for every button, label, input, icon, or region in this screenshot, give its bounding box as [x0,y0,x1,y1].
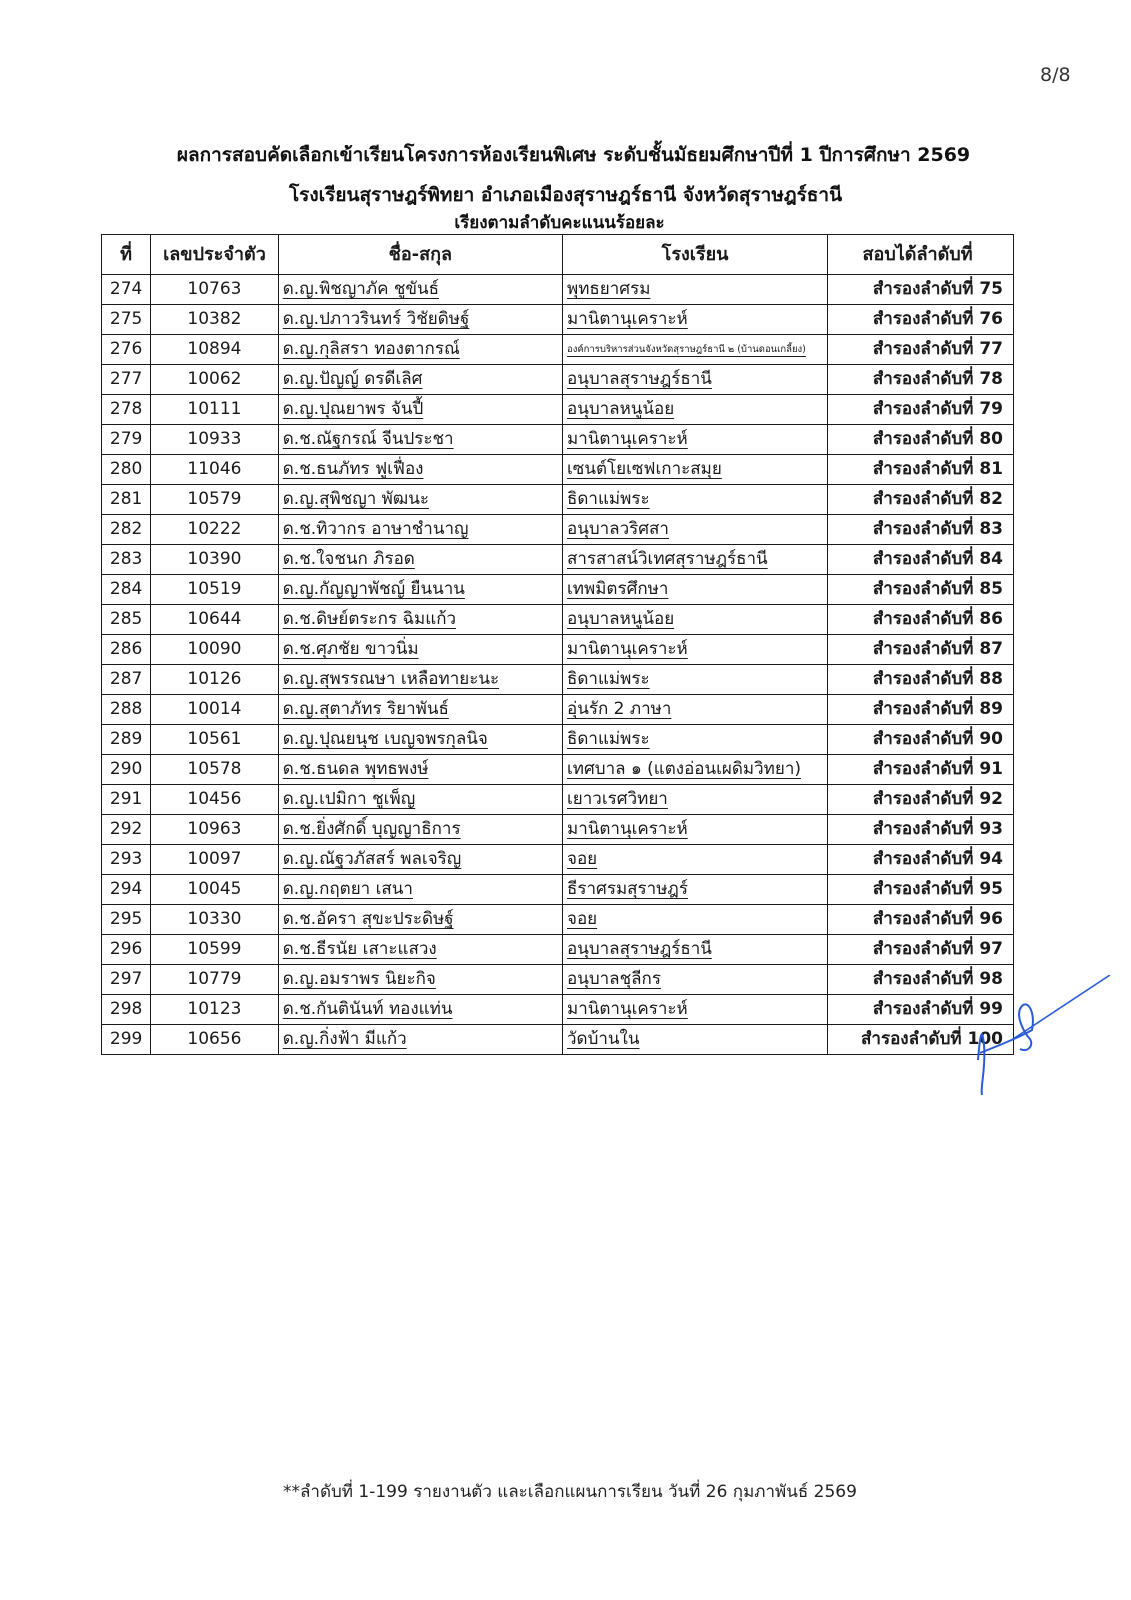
cell-name-text: ด.ช.ทิวากร อาษาชำนาญ [282,519,469,539]
cell-no: 298 [102,995,151,1025]
cell-no: 282 [102,515,151,545]
column-header-name: ชื่อ-สกุล [278,235,562,275]
cell-school [562,935,827,965]
cell-rank: สำรองลำดับที่ 93 [828,815,1014,845]
cell-name-text: ด.ญ.สุพรรณษา เหลือทายะนะ [282,669,500,689]
cell-name-text: ด.ช.ธนดล พุทธพงษ์ [282,759,429,779]
cell-school-text: จอย [566,849,598,869]
cell-school-text: มานิตานุเคราะห์ [566,999,688,1019]
cell-school-text: เซนต์โยเซฟเกาะสมุย [566,459,722,479]
cell-rank: สำรองลำดับที่ 90 [828,725,1014,755]
cell-school [562,845,827,875]
cell-student-id: 10330 [151,905,279,935]
cell-rank: สำรองลำดับที่ 94 [828,845,1014,875]
cell-no: 294 [102,875,151,905]
column-header-student-id: เลขประจำตัว [151,235,279,275]
sort-note: เรียงตามลำดับคะแนนร้อยละ [454,213,665,233]
cell-rank: สำรองลำดับที่ 88 [828,665,1014,695]
table-row [102,935,1014,965]
cell-school-text: มานิตานุเคราะห์ [566,309,688,329]
cell-student-id: 10045 [151,875,279,905]
document-title: ผลการสอบคัดเลือกเข้าเรียนโครงการห้องเรียนพิเศษ ระดับชั้นมัธยมศึกษาปีที่ 1 ปีการศึกษา 2569 [176,144,971,166]
cell-student-id: 10062 [151,365,279,395]
cell-no: 293 [102,845,151,875]
cell-name-text: ด.ช.กันตินันท์ ทองแท่น [282,999,453,1019]
cell-school [562,725,827,755]
cell-name [278,845,562,875]
cell-school-text: ธิดาแม่พระ [566,729,650,749]
table-row [102,725,1014,755]
cell-rank: สำรองลำดับที่ 83 [828,515,1014,545]
table-header-row [102,235,1014,275]
table-row [102,335,1014,365]
cell-school [562,995,827,1025]
table-row [102,575,1014,605]
table-row [102,305,1014,335]
cell-rank: สำรองลำดับที่ 91 [828,755,1014,785]
cell-no: 299 [102,1025,151,1055]
cell-student-id: 10111 [151,395,279,425]
cell-rank: สำรองลำดับที่ 75 [828,275,1014,305]
cell-no: 287 [102,665,151,695]
cell-rank: สำรองลำดับที่ 95 [828,875,1014,905]
cell-name-text: ด.ช.ณัฐกรณ์ จีนประชา [282,429,454,449]
cell-no: 290 [102,755,151,785]
cell-name [278,875,562,905]
cell-no: 278 [102,395,151,425]
cell-no: 286 [102,635,151,665]
cell-student-id: 10090 [151,635,279,665]
cell-name [278,515,562,545]
cell-rank: สำรองลำดับที่ 99 [828,995,1014,1025]
cell-name [278,425,562,455]
column-header-school: โรงเรียน [562,235,827,275]
cell-school [562,815,827,845]
cell-no: 289 [102,725,151,755]
cell-school [562,485,827,515]
cell-name [278,1025,562,1055]
cell-rank: สำรองลำดับที่ 97 [828,935,1014,965]
cell-student-id: 10561 [151,725,279,755]
cell-school [562,455,827,485]
cell-school [562,965,827,995]
cell-student-id: 10894 [151,335,279,365]
cell-student-id: 10097 [151,845,279,875]
cell-rank: สำรองลำดับที่ 89 [828,695,1014,725]
cell-name-text: ด.ญ.ปัญญ์ ดรดีเลิศ [282,369,423,389]
cell-name [278,785,562,815]
cell-name [278,815,562,845]
cell-name-text: ด.ญ.กิ่งฟ้า มีแก้ว [282,1029,407,1049]
cell-name [278,395,562,425]
cell-name-text: ด.ญ.สุตาภัทร ริยาพันธ์ [282,699,449,719]
cell-school [562,605,827,635]
cell-no: 274 [102,275,151,305]
cell-name-text: ด.ญ.อมราพร นิยะกิจ [282,969,436,989]
cell-name [278,995,562,1025]
cell-school [562,755,827,785]
cell-name-text: ด.ญ.กฤตยา เสนา [282,879,413,899]
cell-name [278,275,562,305]
table-row [102,665,1014,695]
cell-school-text: สารสาสน์วิเทศสุราษฎร์ธานี [566,549,768,569]
cell-no: 295 [102,905,151,935]
cell-rank: สำรองลำดับที่ 96 [828,905,1014,935]
cell-rank: สำรองลำดับที่ 85 [828,575,1014,605]
table-row [102,875,1014,905]
cell-school-text: ธิดาแม่พระ [566,669,650,689]
cell-school-text: อนุบาลวริศสา [566,519,669,539]
cell-name-text: ด.ช.ดิษย์ตระกร ฉิมแก้ว [282,609,457,629]
cell-name-text: ด.ญ.ปภาวรินทร์ วิชัยดิษฐ์ [282,309,470,329]
cell-name [278,935,562,965]
table-row [102,905,1014,935]
cell-name-text: ด.ช.ใจชนก ภิรอด [282,549,415,569]
cell-no: 292 [102,815,151,845]
cell-school-text: มานิตานุเคราะห์ [566,639,688,659]
cell-name-text: ด.ช.ธนภัทร ฟูเฟื่อง [282,459,424,479]
cell-rank: สำรองลำดับที่ 100 [828,1025,1014,1055]
school-subtitle: โรงเรียนสุราษฎร์พิทยา อำเภอเมืองสุราษฎร์ธานี จังหวัดสุราษฎร์ธานี [288,184,843,206]
cell-school-text: จอย [566,909,598,929]
table-row [102,995,1014,1025]
cell-name-text: ด.ญ.พิชญาภัค ชูขันธ์ [282,279,439,299]
cell-student-id: 10123 [151,995,279,1025]
cell-name [278,665,562,695]
table-row [102,395,1014,425]
cell-school [562,335,827,365]
cell-school [562,695,827,725]
cell-school [562,305,827,335]
cell-school [562,365,827,395]
cell-school-text: ธีราศรมสุราษฎร์ [566,879,688,899]
cell-school-text: อนุบาลสุราษฎร์ธานี [566,939,712,959]
cell-school [562,395,827,425]
cell-student-id: 10222 [151,515,279,545]
cell-name [278,335,562,365]
cell-school [562,905,827,935]
table-row [102,425,1014,455]
cell-student-id: 10382 [151,305,279,335]
cell-name-text: ด.ญ.เปมิกา ชูเพ็ญ [282,789,416,809]
cell-name-text: ด.ญ.กัญญาพัชญ์ ยืนนาน [282,579,465,599]
cell-school-text: อุ่นรัก 2 ภาษา [566,699,672,719]
cell-school-text: พุทธยาศรม [566,279,651,299]
cell-student-id: 10779 [151,965,279,995]
table-row [102,485,1014,515]
cell-name [278,695,562,725]
table-row [102,815,1014,845]
cell-student-id: 10579 [151,485,279,515]
cell-school-text: อนุบาลหนูน้อย [566,399,675,419]
column-header-no: ที่ [102,235,151,275]
cell-school [562,425,827,455]
cell-student-id: 10933 [151,425,279,455]
cell-no: 283 [102,545,151,575]
cell-name [278,755,562,785]
cell-name-text: ด.ญ.ณัฐวภัสสร์ พลเจริญ [282,849,462,869]
cell-school [562,275,827,305]
table-row [102,545,1014,575]
cell-name [278,545,562,575]
cell-student-id: 10390 [151,545,279,575]
cell-student-id: 10578 [151,755,279,785]
table-row [102,755,1014,785]
cell-no: 297 [102,965,151,995]
cell-student-id: 10519 [151,575,279,605]
cell-name [278,455,562,485]
cell-no: 280 [102,455,151,485]
cell-student-id: 10763 [151,275,279,305]
cell-rank: สำรองลำดับที่ 77 [828,335,1014,365]
cell-rank: สำรองลำดับที่ 79 [828,395,1014,425]
cell-no: 275 [102,305,151,335]
cell-school-text: องค์การบริหารส่วนจังหวัดสุราษฎร์ธานี ๒ (บ้านดอนเกลี้ยง) [566,344,806,355]
cell-rank: สำรองลำดับที่ 86 [828,605,1014,635]
table-row [102,635,1014,665]
cell-rank: สำรองลำดับที่ 76 [828,305,1014,335]
table-row [102,605,1014,635]
cell-school-text: อนุบาลชุลีกร [566,969,661,989]
cell-school-text: อนุบาลหนูน้อย [566,609,675,629]
cell-name [278,575,562,605]
cell-no: 285 [102,605,151,635]
cell-rank: สำรองลำดับที่ 84 [828,545,1014,575]
cell-school [562,1025,827,1055]
cell-no: 279 [102,425,151,455]
cell-no: 277 [102,365,151,395]
table-row [102,515,1014,545]
cell-student-id: 10126 [151,665,279,695]
cell-name [278,905,562,935]
table-row [102,455,1014,485]
cell-name-text: ด.ช.อัครา สุขะประดิษฐ์ [282,909,454,929]
cell-no: 276 [102,335,151,365]
cell-name-text: ด.ญ.ปุณยนุช เบญจพรกุลนิจ [282,729,488,749]
cell-school [562,665,827,695]
signature-mark [960,975,1120,1095]
cell-name [278,965,562,995]
table-row [102,275,1014,305]
cell-school-text: เยาวเรศวิทยา [566,789,668,809]
column-header-rank: สอบได้ลำดับที่ [828,235,1014,275]
cell-name-text: ด.ญ.กุลิสรา ทองตากรณ์ [282,339,460,359]
cell-school [562,515,827,545]
cell-rank: สำรองลำดับที่ 87 [828,635,1014,665]
cell-student-id: 10656 [151,1025,279,1055]
cell-school-text: วัดบ้านใน [566,1029,640,1049]
cell-name-text: ด.ญ.สุพิชญา พัฒนะ [282,489,429,509]
table-row [102,965,1014,995]
cell-school [562,635,827,665]
cell-student-id: 10599 [151,935,279,965]
cell-student-id: 11046 [151,455,279,485]
cell-no: 288 [102,695,151,725]
cell-name [278,725,562,755]
cell-school [562,785,827,815]
table-row [102,845,1014,875]
cell-name [278,605,562,635]
cell-school [562,545,827,575]
cell-school-text: ธิดาแม่พระ [566,489,650,509]
cell-name-text: ด.ช.ยิ่งศักดิ์ บุญญาธิการ [282,819,461,839]
cell-rank: สำรองลำดับที่ 80 [828,425,1014,455]
cell-rank: สำรองลำดับที่ 82 [828,485,1014,515]
page-number: 8/8 [1040,64,1071,86]
cell-school [562,575,827,605]
cell-name [278,305,562,335]
cell-no: 296 [102,935,151,965]
table-row [102,695,1014,725]
cell-school-text: เทพมิตรศึกษา [566,579,669,599]
cell-student-id: 10644 [151,605,279,635]
table-row [102,785,1014,815]
cell-student-id: 10963 [151,815,279,845]
cell-name-text: ด.ช.ศุภชัย ขาวนิ่ม [282,639,419,659]
cell-student-id: 10014 [151,695,279,725]
cell-school [562,875,827,905]
cell-name [278,485,562,515]
cell-name [278,365,562,395]
results-table [101,234,1014,1055]
table-row [102,1025,1014,1055]
cell-rank: สำรองลำดับที่ 92 [828,785,1014,815]
cell-no: 284 [102,575,151,605]
cell-rank: สำรองลำดับที่ 81 [828,455,1014,485]
cell-name [278,635,562,665]
cell-student-id: 10456 [151,785,279,815]
cell-rank: สำรองลำดับที่ 78 [828,365,1014,395]
cell-school-text: มานิตานุเคราะห์ [566,819,688,839]
cell-school-text: อนุบาลสุราษฎร์ธานี [566,369,712,389]
cell-no: 291 [102,785,151,815]
cell-school-text: เทศบาล ๑ (แตงอ่อนเผดิมวิทยา) [566,759,802,779]
cell-name-text: ด.ญ.ปุณยาพร จันปี้ [282,399,424,419]
footer-note: **ลำดับที่ 1-199 รายงานตัว และเลือกแผนการเรียน วันที่ 26 กุมภาพันธ์ 2569 [283,1482,857,1502]
cell-no: 281 [102,485,151,515]
cell-rank: สำรองลำดับที่ 98 [828,965,1014,995]
table-row [102,365,1014,395]
cell-school-text: มานิตานุเคราะห์ [566,429,688,449]
cell-name-text: ด.ช.ธีรนัย เสาะแสวง [282,939,437,959]
